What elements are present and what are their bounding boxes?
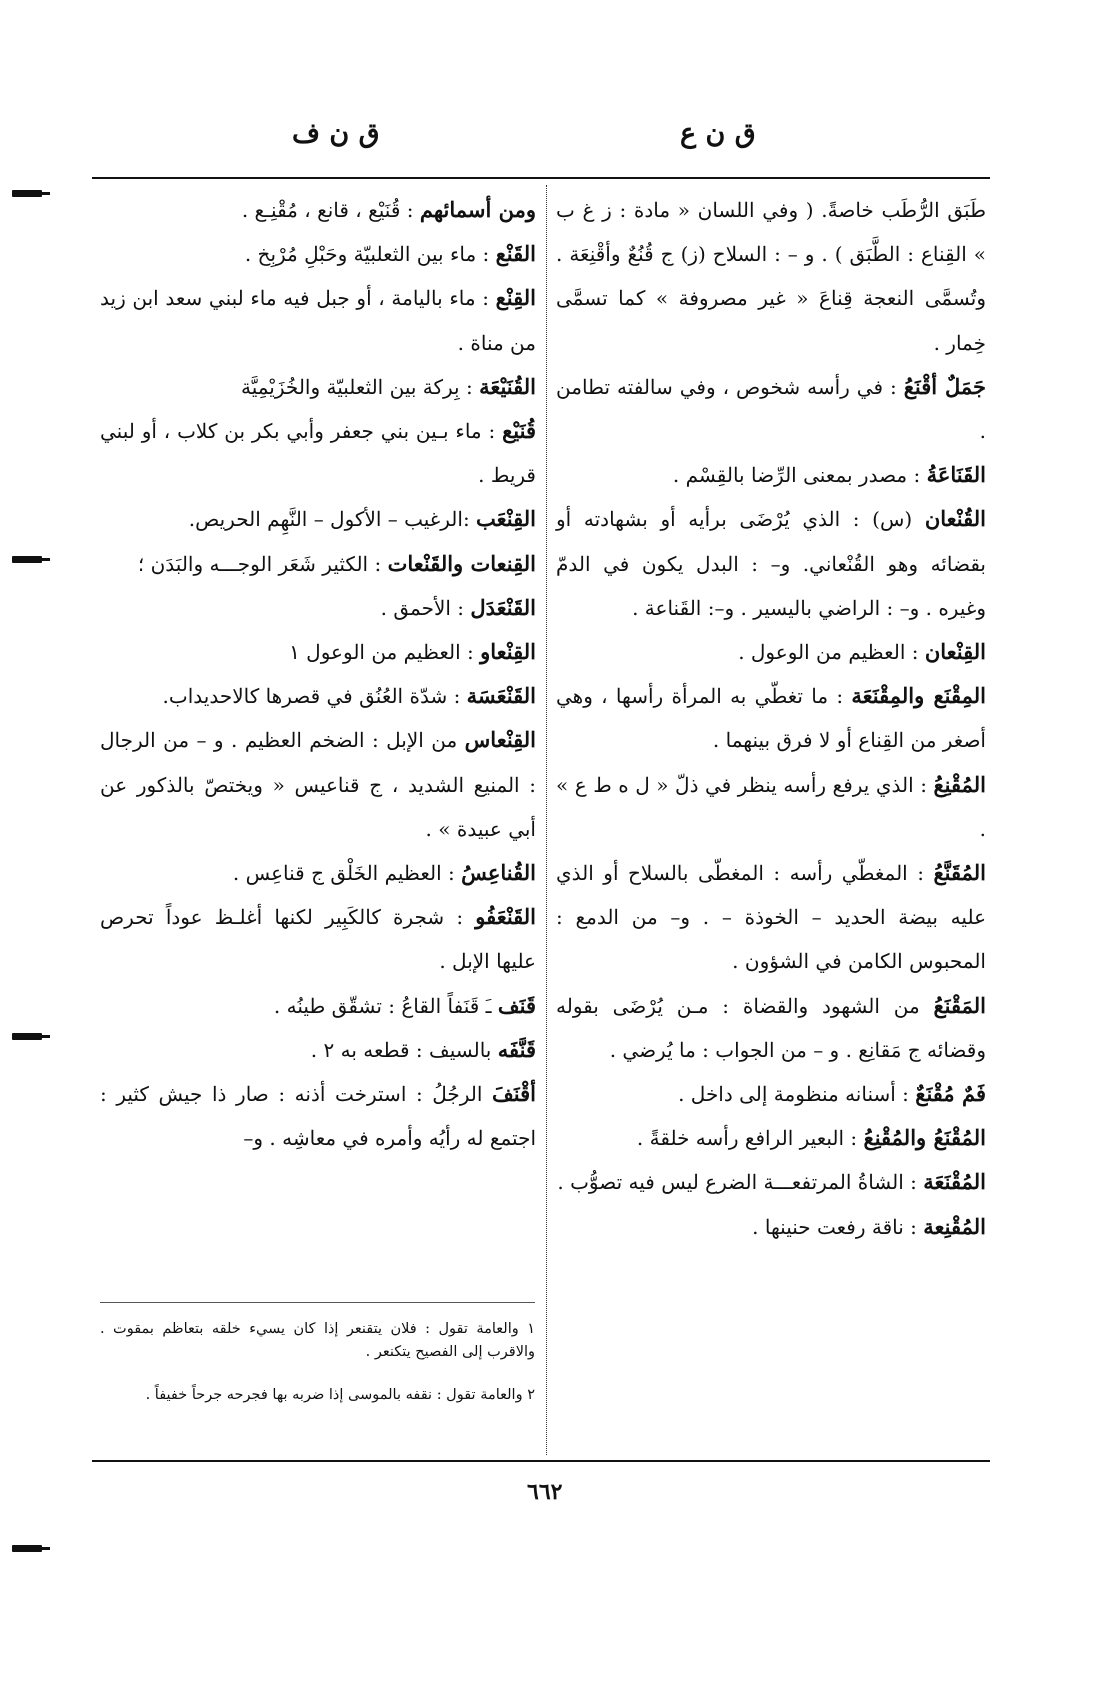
running-head-right: ق ن ع — [680, 118, 756, 149]
headword: المُقْنِعُ — [933, 771, 986, 797]
entry — [556, 630, 986, 674]
headword: القَنْع — [495, 241, 536, 267]
definition: : العظيم من الوعول . — [738, 640, 919, 665]
entry — [100, 542, 536, 586]
definition: : الأحمق . — [380, 595, 465, 620]
headword: المُقَنَّعُ — [933, 860, 986, 886]
definition: : ماء باليامة ، أو جبل فيه ماء لبني سعد ابن زيد من مناة . — [100, 286, 536, 355]
headword: فَمٌ مُقْنَعٌ — [915, 1081, 986, 1107]
headword: القَنْعَفُو — [475, 904, 537, 930]
headword: قَنَف — [497, 992, 536, 1018]
entry — [100, 188, 536, 232]
headword: جَمَلٌ أقْنَعُ — [903, 373, 987, 399]
entry — [556, 1116, 986, 1160]
definition: من الإبل : الضخم العظيم . و – من الرجال : المنيع الشديد ، ج قناعيس « ويختصّ بالذكور عن أبي عبيدة » . — [100, 728, 536, 841]
definition: : الكثير شَعَر الوجـــه والبَدَن ؛ — [137, 551, 382, 576]
entry — [100, 895, 536, 983]
running-head-left: ق ن ف — [292, 118, 380, 149]
entry — [100, 497, 536, 541]
definition: : المغطّي رأسه : المغطّى بالسلاح أو الذي عليه بيضة الحديد – الخوذة – . و– من الدمع : المحبوس الكامن في الشؤون . — [556, 861, 986, 974]
headword: المِقْنَع والمِقْنَعَة — [851, 683, 986, 709]
entry — [100, 586, 536, 630]
footnote: ١ والعامة تقول : فلان يتقنعر إذا كان يسيء خلقه بتعاظم بمقوت . والاقرب إلى الفصيح يتكنعر . — [100, 1321, 535, 1360]
right-column — [556, 188, 986, 1249]
scan-margin-mark — [12, 1033, 42, 1040]
definition: : ماء بـين بني جعفر وأبي بكر بن كلاب ، أو لبني قريط . — [100, 419, 536, 488]
entry — [556, 763, 986, 851]
headword: قُنَيْع — [502, 418, 537, 444]
headword: المُقْنَعَة — [923, 1169, 986, 1195]
entry — [556, 453, 986, 497]
column-divider — [546, 185, 547, 1455]
definition: الرجُلُ : استرخت أذنه : صار ذا جيش كثير : اجتمع له رأيُه وأمره في معاشِه . و– — [100, 1082, 536, 1151]
definition: طَبَق الرُّطَب خاصةً. ( وفي اللسان « مادة : ز غ ب » القِناع : الطَّبَق ) . و – : السلاح (ز) ج قُنُعٌ وأقْنِعَة . وتُسمَّى النعجة قِناعَ « غير مصروفة » كما تسمَّى خِمار . — [556, 198, 986, 355]
entry — [100, 630, 536, 674]
entry — [100, 276, 536, 364]
top-rule — [92, 177, 990, 179]
entry — [556, 188, 986, 365]
entry — [556, 674, 986, 762]
headword: القَنْعَدَل — [470, 594, 536, 620]
headword: المُقْنَعُ والمُقْنِعُ — [863, 1125, 986, 1151]
scan-margin-mark — [12, 556, 42, 563]
definition: : ما تغطّي به المرأة رأسها ، وهي أصغر من القِناع أو لا فرق بينهما . — [556, 684, 986, 753]
entry — [556, 497, 986, 630]
definition: بالسيف : قطعه به ٢ . — [310, 1037, 492, 1062]
headword: القِنْع — [495, 285, 536, 311]
footnote: ٢ والعامة تقول : نقفه بالموسى إذا ضربه بها فجرحه جرحاً خفيفاً . — [145, 1387, 535, 1403]
definition: : قُنَيْع ، قانع ، مُقْنِـع . — [241, 198, 414, 222]
definition: من الشهود والقضاة : مـن يُرْضَى بقوله وقضائه ج مَقانِع . و – من الجواب : ما يُرضي . — [556, 993, 986, 1062]
definition: : بِركة بين الثعلبيّة والخُزَيْمِيَّة — [240, 374, 473, 399]
headword: المُقْنِعة — [923, 1213, 986, 1239]
definition: : شدّة العُنُق في قصرها كالاحديداب. — [162, 684, 461, 709]
definition: (س) : الذي يُرْضَى برأيه أو بشهادته أو بقضائه وهو القُنْعاني. و– : البدل يكون في الدمّ وغيره . و– : الراضي باليسير . و–: القَناعة . — [556, 507, 986, 620]
entry — [556, 365, 986, 453]
definition: ـَ قَنَفاً القاعُ : تشقّق طينُه . — [273, 993, 492, 1018]
entry — [556, 851, 986, 984]
headword: القُناعِسُ — [461, 860, 536, 886]
definition: : العظيم من الوعول ١ — [289, 640, 474, 665]
scan-margin-mark — [12, 1545, 42, 1552]
definition: : في رأسه شخوص ، وفي سالفته تطامن . — [556, 374, 986, 444]
headword: ومن أسمائهم — [419, 197, 536, 222]
entry — [100, 851, 536, 895]
definition: : مصدر بمعنى الرِّضا بالقِسْم . — [672, 463, 921, 488]
definition: : العظيم الخَلْق ج قناعِس . — [232, 861, 455, 886]
entry — [556, 1160, 986, 1204]
scan-margin-mark — [12, 190, 42, 197]
headword: القِنْعاس — [464, 727, 537, 753]
entry — [100, 232, 536, 276]
entry — [556, 984, 986, 1072]
page-number: ٦٦٢ — [527, 1479, 563, 1505]
headword: القِنْعَب — [476, 506, 536, 532]
entry — [100, 1072, 536, 1160]
headword: القِنعات والقَنْعات — [387, 550, 536, 576]
headword: القِنْعان — [924, 639, 986, 665]
footnote-rule — [100, 1302, 535, 1303]
entry — [100, 674, 536, 718]
definition: : الذي يرفع رأسه ينظر في ذلّ « ل ه ط ع » . — [556, 772, 986, 841]
definition: : ناقة رفعت حنينها . — [752, 1214, 917, 1239]
entry — [100, 984, 536, 1028]
entry — [556, 1072, 986, 1116]
entry — [556, 1205, 986, 1249]
headword: قَنَّفَه — [497, 1036, 536, 1062]
entry — [100, 409, 536, 497]
headword: القَنْعَسَة — [466, 683, 536, 709]
definition: : أسنانه منظومة إلى داخل . — [678, 1082, 909, 1107]
entry — [100, 1028, 536, 1072]
headword: القِنْعاو — [480, 639, 536, 665]
definition: : ماء بين الثعلبيّة وحَبْلِ مُرْبِخ . — [244, 242, 490, 267]
entry — [100, 365, 536, 409]
headword: القَنَاعَةُ — [926, 462, 986, 488]
headword: القُنْعان — [924, 506, 986, 532]
headword: المَقْنَعُ — [933, 992, 987, 1018]
headword: أقْنَفَ — [492, 1081, 536, 1107]
definition: :الرغيب – الأكول – النَّهِم الحريص. — [188, 507, 470, 532]
headword: القُنَيْعَة — [479, 373, 536, 399]
definition: : البعير الرافع رأسه خلقةً . — [636, 1126, 858, 1151]
definition: : شجرة كالكَبِير لكنها أغلـظ عوداً تحرص عليها الإبل . — [100, 905, 536, 974]
bottom-rule — [92, 1460, 990, 1462]
definition: : الشاةُ المرتفعـــة الضرع ليس فيه تصوُّب . — [557, 1170, 917, 1195]
entry — [100, 718, 536, 851]
left-column — [100, 188, 536, 1160]
